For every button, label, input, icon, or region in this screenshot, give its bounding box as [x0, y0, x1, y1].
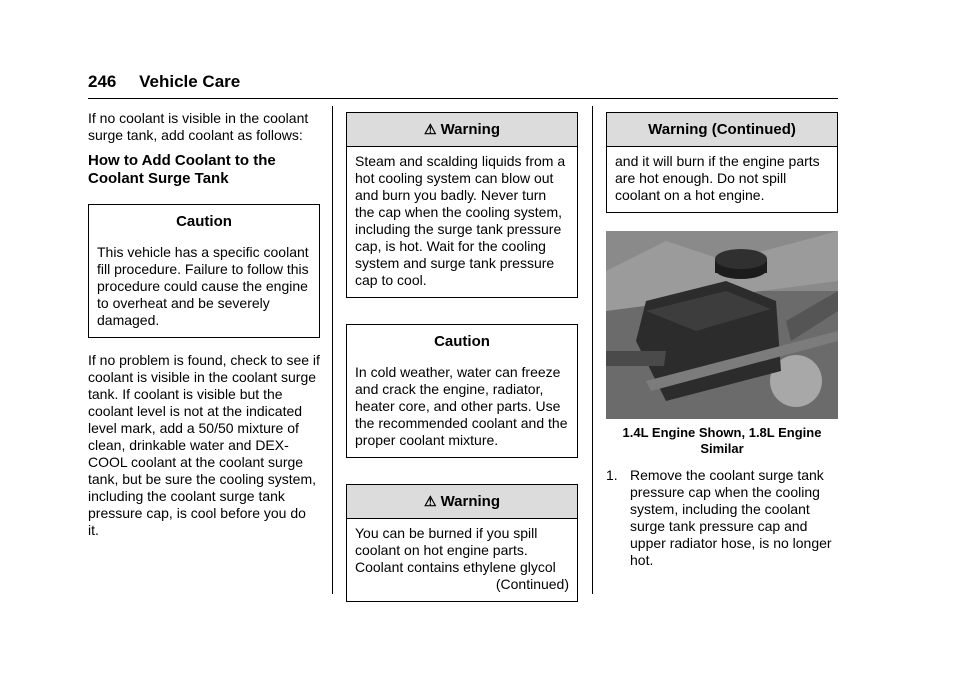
warning-header — [347, 485, 577, 519]
caution-box-2 — [346, 324, 578, 458]
intro-text: If no coolant is visible in the coolant surge tank, add coolant as follows: — [88, 110, 309, 143]
warning-box-1 — [346, 112, 578, 298]
column-3 — [606, 110, 838, 569]
warning-body: and it will burn if the engine parts are hot enough. Do not spill coolant on a hot engine. — [615, 153, 820, 203]
step-item — [606, 467, 838, 569]
caution-title: Caution — [434, 333, 490, 350]
column-divider-1 — [332, 106, 333, 594]
header-divider — [88, 98, 838, 99]
caution-box-1 — [88, 204, 320, 338]
warning-text: You can be burned if you spill coolant on hot engine parts. Coolant contains ethylene glycol — [355, 525, 556, 575]
body-paragraph: If no problem is found, check to see if coolant is visible in the coolant surge tank. If coolant is visible but the coolant level is not at the indicated level mark, add a 50/50 mixture of clean, drinkable water and DEX-COOL coolant at the coolant surge tank, but be sure the cooling system, including the coolant surge tank pressure cap, is cool before you do it. — [88, 352, 320, 538]
column-2 — [346, 110, 578, 602]
warning-body: Steam and scalding liquids from a hot cooling system can blow out and burn you badly. Never turn the cap when the cooling system, including the surge tank pressure cap, is hot. Wait for the cooling system and surge tank pressure cap to cool. — [355, 153, 566, 288]
subheading: How to Add Coolant to the Coolant Surge Tank — [88, 152, 276, 187]
page-number: 246 — [88, 72, 117, 91]
caution-body: This vehicle has a specific coolant fill procedure. Failure to follow this procedure could cause the engine to overheat and be severely damaged. — [97, 244, 309, 328]
warning-continued-box — [606, 112, 838, 213]
section-title: Vehicle Care — [139, 72, 241, 91]
step-text: Remove the coolant surge tank pressure cap when the cooling system, including the coolant surge tank pressure cap and upper radiator hose, is no longer hot. — [630, 467, 832, 568]
page-header — [88, 72, 240, 92]
warning-icon: ⚠ — [424, 121, 437, 137]
warning-title: Warning — [440, 121, 500, 138]
column-divider-2 — [592, 106, 593, 594]
continued-label: (Continued) — [495, 576, 569, 592]
warning-header: Warning (Continued) — [607, 113, 837, 147]
warning-title: Warning — [440, 493, 500, 510]
caution-title: Caution — [176, 213, 232, 230]
figure-caption: 1.4L Engine Shown, 1.8L Engine Similar — [622, 425, 822, 456]
warning-box-2 — [346, 484, 578, 602]
engine-illustration — [606, 231, 838, 419]
engine-photo — [606, 231, 838, 419]
step-number: 1. — [606, 467, 618, 483]
column-1 — [88, 110, 320, 539]
caution-body: In cold weather, water can freeze and crack the engine, radiator, heater core, and other parts. Use the recommended coolant and the proper coolant mixture. — [355, 364, 568, 448]
warning-icon: ⚠ — [424, 493, 437, 509]
warning-header — [347, 113, 577, 147]
warning-body — [347, 519, 577, 601]
